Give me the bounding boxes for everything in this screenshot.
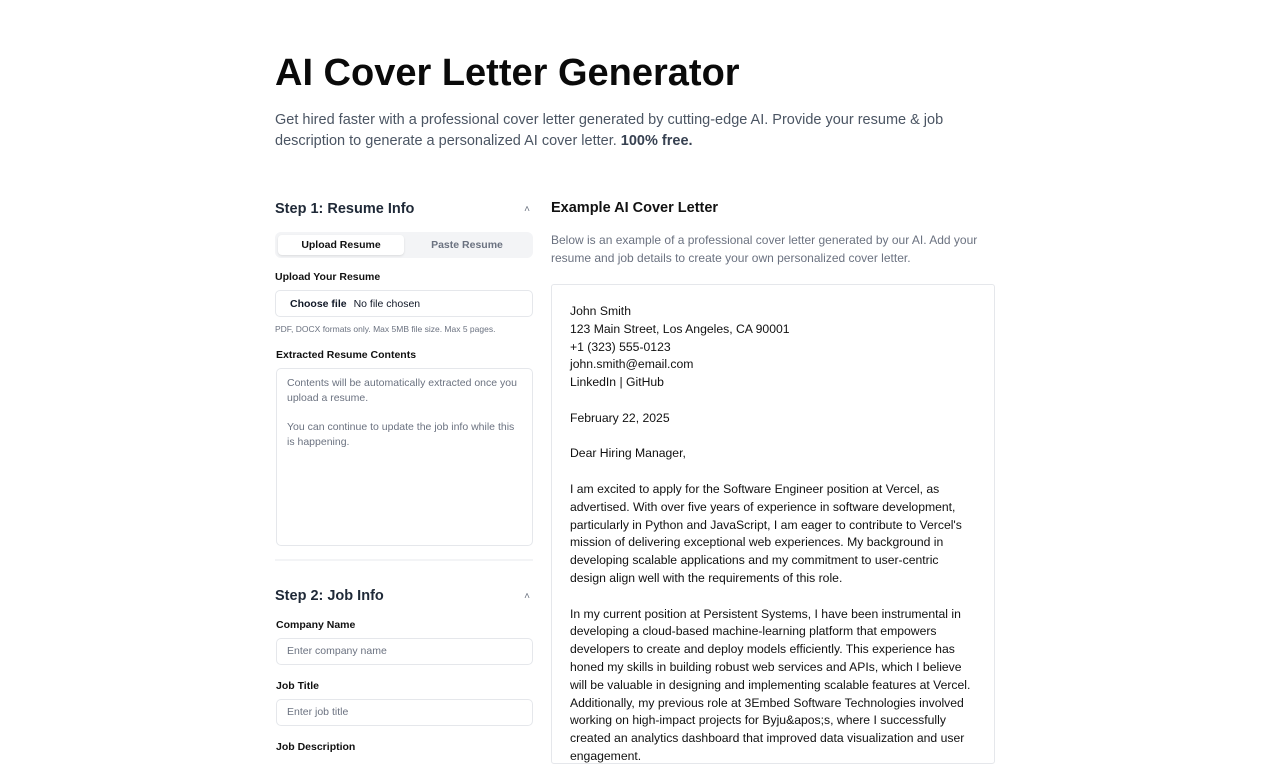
- tab-paste-resume[interactable]: Paste Resume: [431, 239, 503, 251]
- tab-upload-resume[interactable]: Upload Resume: [278, 235, 404, 255]
- letter-date: February 22, 2025: [570, 410, 670, 425]
- chevron-up-icon[interactable]: ˄: [524, 203, 530, 215]
- example-panel: [551, 200, 995, 764]
- letter-paragraph: In my current position at Persistent Systems, I have been instrumental in developing a cloud-based machine-learning platform that empowers developers to create and deploy models efficiently. This experience has honed my skills in building robust web services and APIs, which I believe will be valuable in designing and implementing scalable features at Vercel. Additionally, my previous role at 3Embed Software Technologies involved working on high-impact projects for Byju&apos;s, where I successfully created an analytics dashboard that improved data visualization and user engagement.: [570, 606, 971, 763]
- file-status: No file chosen: [353, 297, 421, 310]
- company-label: Company Name: [276, 619, 356, 631]
- extracted-label: Extracted Resume Contents: [276, 349, 417, 361]
- upload-label: Upload Your Resume: [275, 271, 381, 283]
- resume-tabs: [275, 232, 533, 258]
- step2-header[interactable]: [275, 587, 533, 605]
- letter-address: 123 Main Street, Los Angeles, CA 90001: [570, 321, 790, 336]
- divider: [275, 559, 533, 561]
- extracted-resume-textarea[interactable]: [276, 368, 533, 546]
- file-input[interactable]: [275, 290, 533, 317]
- letter-paragraph: I am excited to apply for the Software Engineer position at Vercel, as advertised. With over five years of experience in software development, particularly in Python and JavaScript, I am eager to contribute to Vercel's mission of delivering exceptional web experiences. My background in developing scalable applications and my commitment to user-centric design align well with the requirements of this role.: [570, 481, 962, 585]
- job-title-label: Job Title: [276, 680, 319, 692]
- company-name-input[interactable]: Enter company name: [276, 638, 533, 665]
- letter-greeting: Dear Hiring Manager,: [570, 446, 686, 461]
- step1-title: Step 1: Resume Info: [275, 201, 415, 217]
- letter-name: John Smith: [570, 304, 631, 318]
- job-title-input[interactable]: Enter job title: [276, 699, 533, 726]
- job-description-label: Job Description: [276, 741, 356, 753]
- choose-file-button[interactable]: Choose file: [290, 297, 347, 310]
- subtitle-text: Get hired faster with a professional cover letter generated by cutting-edge AI. Provide your resume & job description to generate a personalized AI cover letter.: [275, 112, 944, 149]
- placeholder-line-1: Contents will be automatically extracted once you upload a resume.: [287, 377, 517, 404]
- step1-header[interactable]: [275, 200, 533, 218]
- chevron-up-icon[interactable]: ˄: [524, 590, 530, 602]
- letter-links: LinkedIn | GitHub: [570, 375, 664, 390]
- upload-hint: PDF, DOCX formats only. Max 5MB file size. Max 5 pages.: [275, 324, 496, 334]
- subtitle-bold: 100% free.: [620, 133, 693, 149]
- placeholder-line-2: You can continue to update the job info while this is happening.: [287, 421, 515, 448]
- page-subtitle: [275, 110, 995, 152]
- form-panel: [275, 200, 533, 753]
- letter-phone: +1 (323) 555-0123: [570, 339, 671, 354]
- letter-email: john.smith@email.com: [570, 357, 694, 372]
- page-title: AI Cover Letter Generator: [275, 52, 740, 94]
- example-title: Example AI Cover Letter: [551, 200, 719, 216]
- step2-title: Step 2: Job Info: [275, 588, 384, 604]
- example-description: Below is an example of a professional cover letter generated by our AI. Add your resume and job details to create your own personalized cover letter.: [551, 233, 978, 265]
- example-letter: [551, 284, 995, 764]
